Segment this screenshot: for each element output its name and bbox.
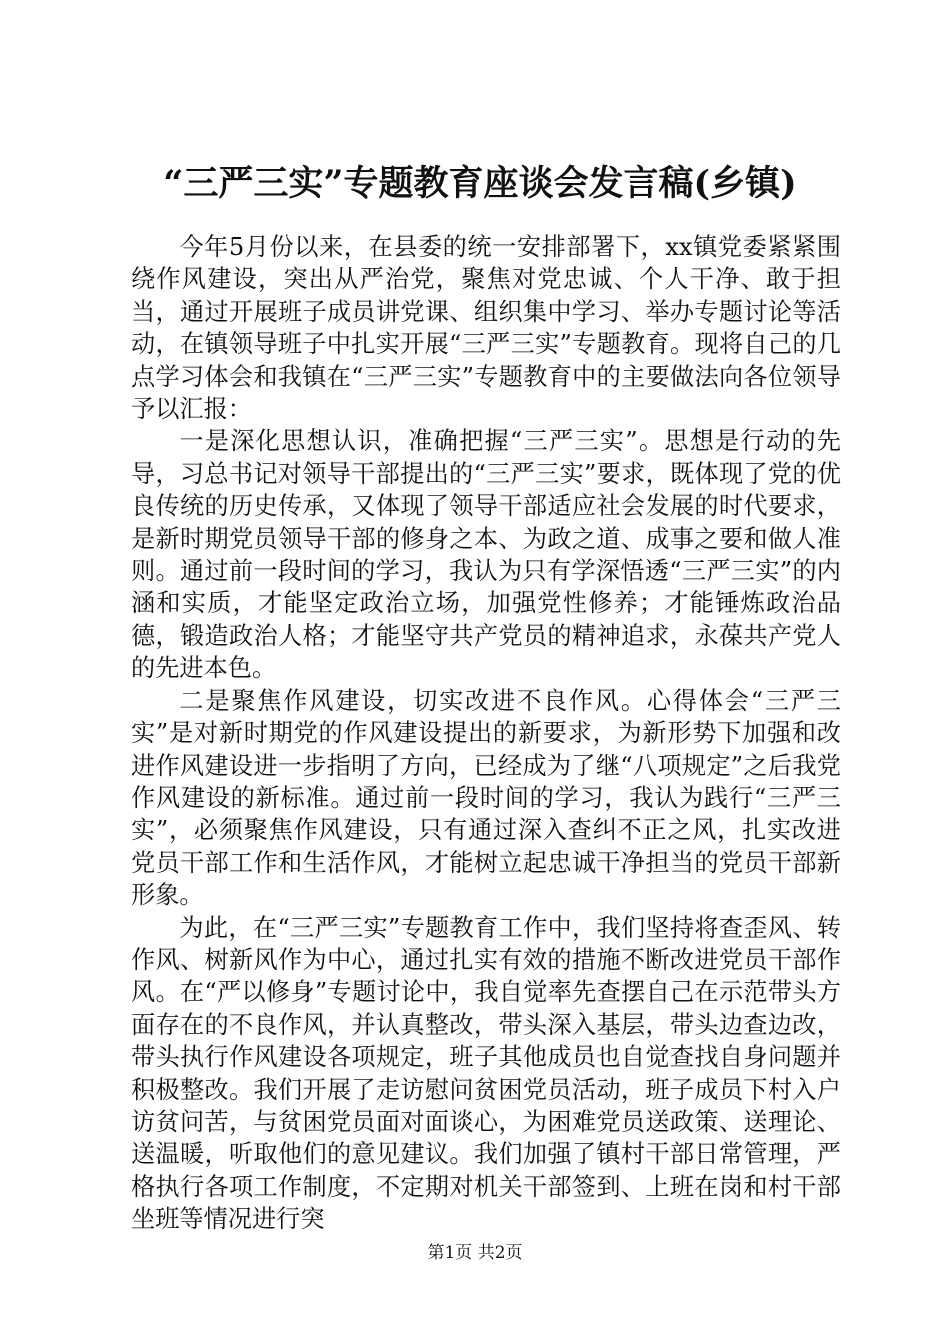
paragraph-intro: 今年5月份以来，在县委的统一安排部署下，xx镇党委紧紧围绕作风建设，突出从严治党，聚焦对党忠诚、个人干净、敢于担当，通过开展班子成员讲党课、组织集中学习、举办专题讨论等活动，在镇领导班子中扎实开展“三严三实”专题教育。现将自己的几点学习体会和我镇在“三严三实”专题教育中的主要做法向各位领导予以汇报： bbox=[131, 233, 841, 424]
paragraph-point-two: 二是聚焦作风建设，切实改进不良作风。心得体会“三严三实”是对新时期党的作风建设提出的新要求，为新形势下加强和改进作风建设进一步指明了方向，已经成为了继“八项规定”之后我党作风建设的新标准。通过前一段时间的学习，我认为践行“三严三实”，必须聚焦作风建设，只有通过深入查纠不正之风，扎实改进党员干部工作和生活作风，才能树立起忠诚干净担当的党员干部新形象。 bbox=[131, 686, 841, 910]
paragraph-point-one: 一是深化思想认识，准确把握“三严三实”。思想是行动的先导，习总书记对领导干部提出的“三严三实”要求，既体现了党的优良传统的历史传承，又体现了领导干部适应社会发展的时代要求，是新时期党员领导干部的修身之本、为政之道、成事之要和做人准则。通过前一段时间的学习，我认为只有学深悟透“三严三实”的内涵和实质，才能坚定政治立场，加强党性修养；才能锤炼政治品德，锻造政治人格；才能坚守共产党员的精神追求，永葆共产党人的先进本色。 bbox=[131, 427, 841, 683]
page-number-footer: 第1页 共2页 bbox=[427, 1243, 523, 1263]
document-body bbox=[131, 231, 841, 1236]
document-title: “三严三实”专题教育座谈会发言稿(乡镇) bbox=[163, 163, 797, 204]
paragraph-measures: 为此，在“三严三实”专题教育工作中，我们坚持将查歪风、转作风、树新风作为中心，通过扎实有效的措施不断改进党员干部作风。在“严以修身”专题讨论中，我自觉率先查摆自己在示范带头方面存在的不良作风，并认真整改，带头深入基层，带头边查边改，带头执行作风建设各项规定，班子其他成员也自觉查找自身问题并积极整改。我们开展了走访慰问贫困党员活动，班子成员下村入户访贫问苦，与贫困党员面对面谈心，为困难党员送政策、送理论、送温暖，听取他们的意见建议。我们加强了镇村干部日常管理，严格执行各项工作制度，不定期对机关干部签到、上班在岗和村干部坐班等情况进行突 bbox=[131, 913, 841, 1234]
